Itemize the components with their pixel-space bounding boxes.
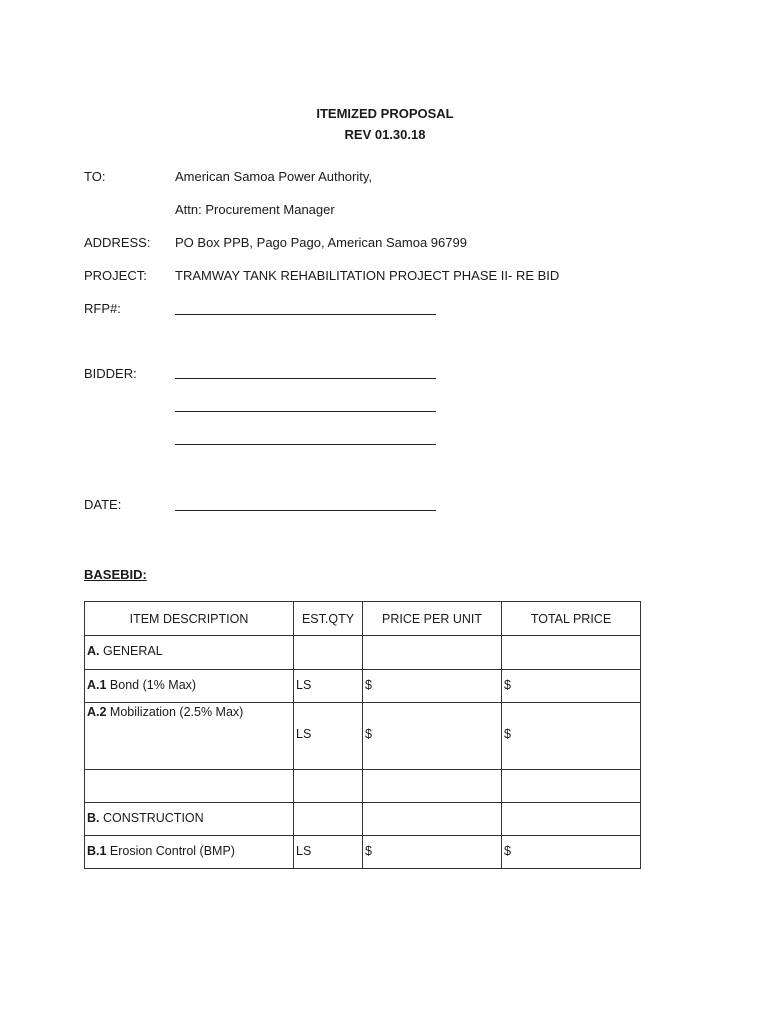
header-item-description: ITEM DESCRIPTION	[85, 602, 294, 636]
a2-description-cell	[85, 703, 294, 770]
table-header-row	[85, 602, 641, 636]
empty-cell	[85, 770, 294, 803]
address-value: PO Box PPB, Pago Pago, American Samoa 96799	[175, 235, 467, 250]
b1-price: $	[365, 844, 372, 858]
bidder-input-line-3[interactable]	[175, 444, 436, 445]
b1-total-cell[interactable]	[502, 836, 641, 869]
header-total-price: TOTAL PRICE	[502, 602, 641, 636]
empty-cell	[502, 636, 641, 670]
group-b-name: CONSTRUCTION	[99, 811, 204, 825]
group-a-name: GENERAL	[99, 644, 163, 658]
a2-total-cell[interactable]	[502, 703, 641, 770]
table-row	[85, 770, 641, 803]
group-b-cell	[85, 803, 294, 836]
rfp-label: RFP#:	[84, 301, 121, 316]
a2-description: Mobilization (2.5% Max)	[106, 705, 244, 719]
a2-price: $	[365, 727, 372, 741]
bid-items-table	[84, 601, 641, 869]
empty-cell	[294, 803, 363, 836]
table-row	[85, 670, 641, 703]
empty-cell	[363, 770, 502, 803]
a1-qty-cell[interactable]	[294, 670, 363, 703]
a2-qty-cell[interactable]	[294, 703, 363, 770]
a1-description-cell	[85, 670, 294, 703]
b1-price-cell[interactable]	[363, 836, 502, 869]
table-row	[85, 836, 641, 869]
bidder-label: BIDDER:	[84, 366, 137, 381]
bidder-input-line-2[interactable]	[175, 411, 436, 412]
a1-code: A.1	[87, 678, 107, 692]
to-attention: Attn: Procurement Manager	[175, 202, 335, 217]
date-label: DATE:	[84, 497, 122, 512]
b1-total: $	[504, 844, 511, 858]
table-row	[85, 803, 641, 836]
header-price-per-unit: PRICE PER UNIT	[363, 602, 502, 636]
empty-cell	[294, 636, 363, 670]
empty-cell	[502, 770, 641, 803]
group-b-code: B.	[87, 811, 100, 825]
empty-cell	[502, 803, 641, 836]
group-a-code: A.	[87, 644, 100, 658]
a2-price-cell[interactable]	[363, 703, 502, 770]
b1-qty-cell[interactable]	[294, 836, 363, 869]
b1-qty: LS	[296, 844, 312, 858]
address-label: ADDRESS:	[84, 235, 151, 250]
a2-qty: LS	[296, 727, 312, 741]
table-row	[85, 703, 641, 770]
a1-total-cell[interactable]	[502, 670, 641, 703]
revision-label: REV 01.30.18	[344, 127, 426, 142]
date-input-line[interactable]	[175, 510, 436, 511]
b1-description-cell	[85, 836, 294, 869]
b1-description: Erosion Control (BMP)	[106, 844, 235, 858]
a1-qty: LS	[296, 678, 312, 692]
bidder-input-line-1[interactable]	[175, 378, 436, 379]
empty-cell	[363, 803, 502, 836]
a1-total: $	[504, 678, 511, 692]
a1-description: Bond (1% Max)	[106, 678, 197, 692]
empty-cell	[363, 636, 502, 670]
header-est-qty: EST.QTY	[294, 602, 363, 636]
to-label: TO:	[84, 169, 106, 184]
a2-code: A.2	[87, 705, 107, 719]
document-title: ITEMIZED PROPOSAL	[316, 106, 454, 121]
a1-price-cell[interactable]	[363, 670, 502, 703]
to-recipient: American Samoa Power Authority,	[175, 169, 373, 184]
a1-price: $	[365, 678, 372, 692]
a2-total: $	[504, 727, 511, 741]
rfp-input-line[interactable]	[175, 314, 436, 315]
b1-code: B.1	[87, 844, 107, 858]
group-a-cell	[85, 636, 294, 670]
project-value: TRAMWAY TANK REHABILITATION PROJECT PHASE II- RE BID	[175, 268, 560, 283]
project-label: PROJECT:	[84, 268, 147, 283]
empty-cell	[294, 770, 363, 803]
basebid-heading: BASEBID:	[84, 567, 147, 582]
table-row	[85, 636, 641, 670]
